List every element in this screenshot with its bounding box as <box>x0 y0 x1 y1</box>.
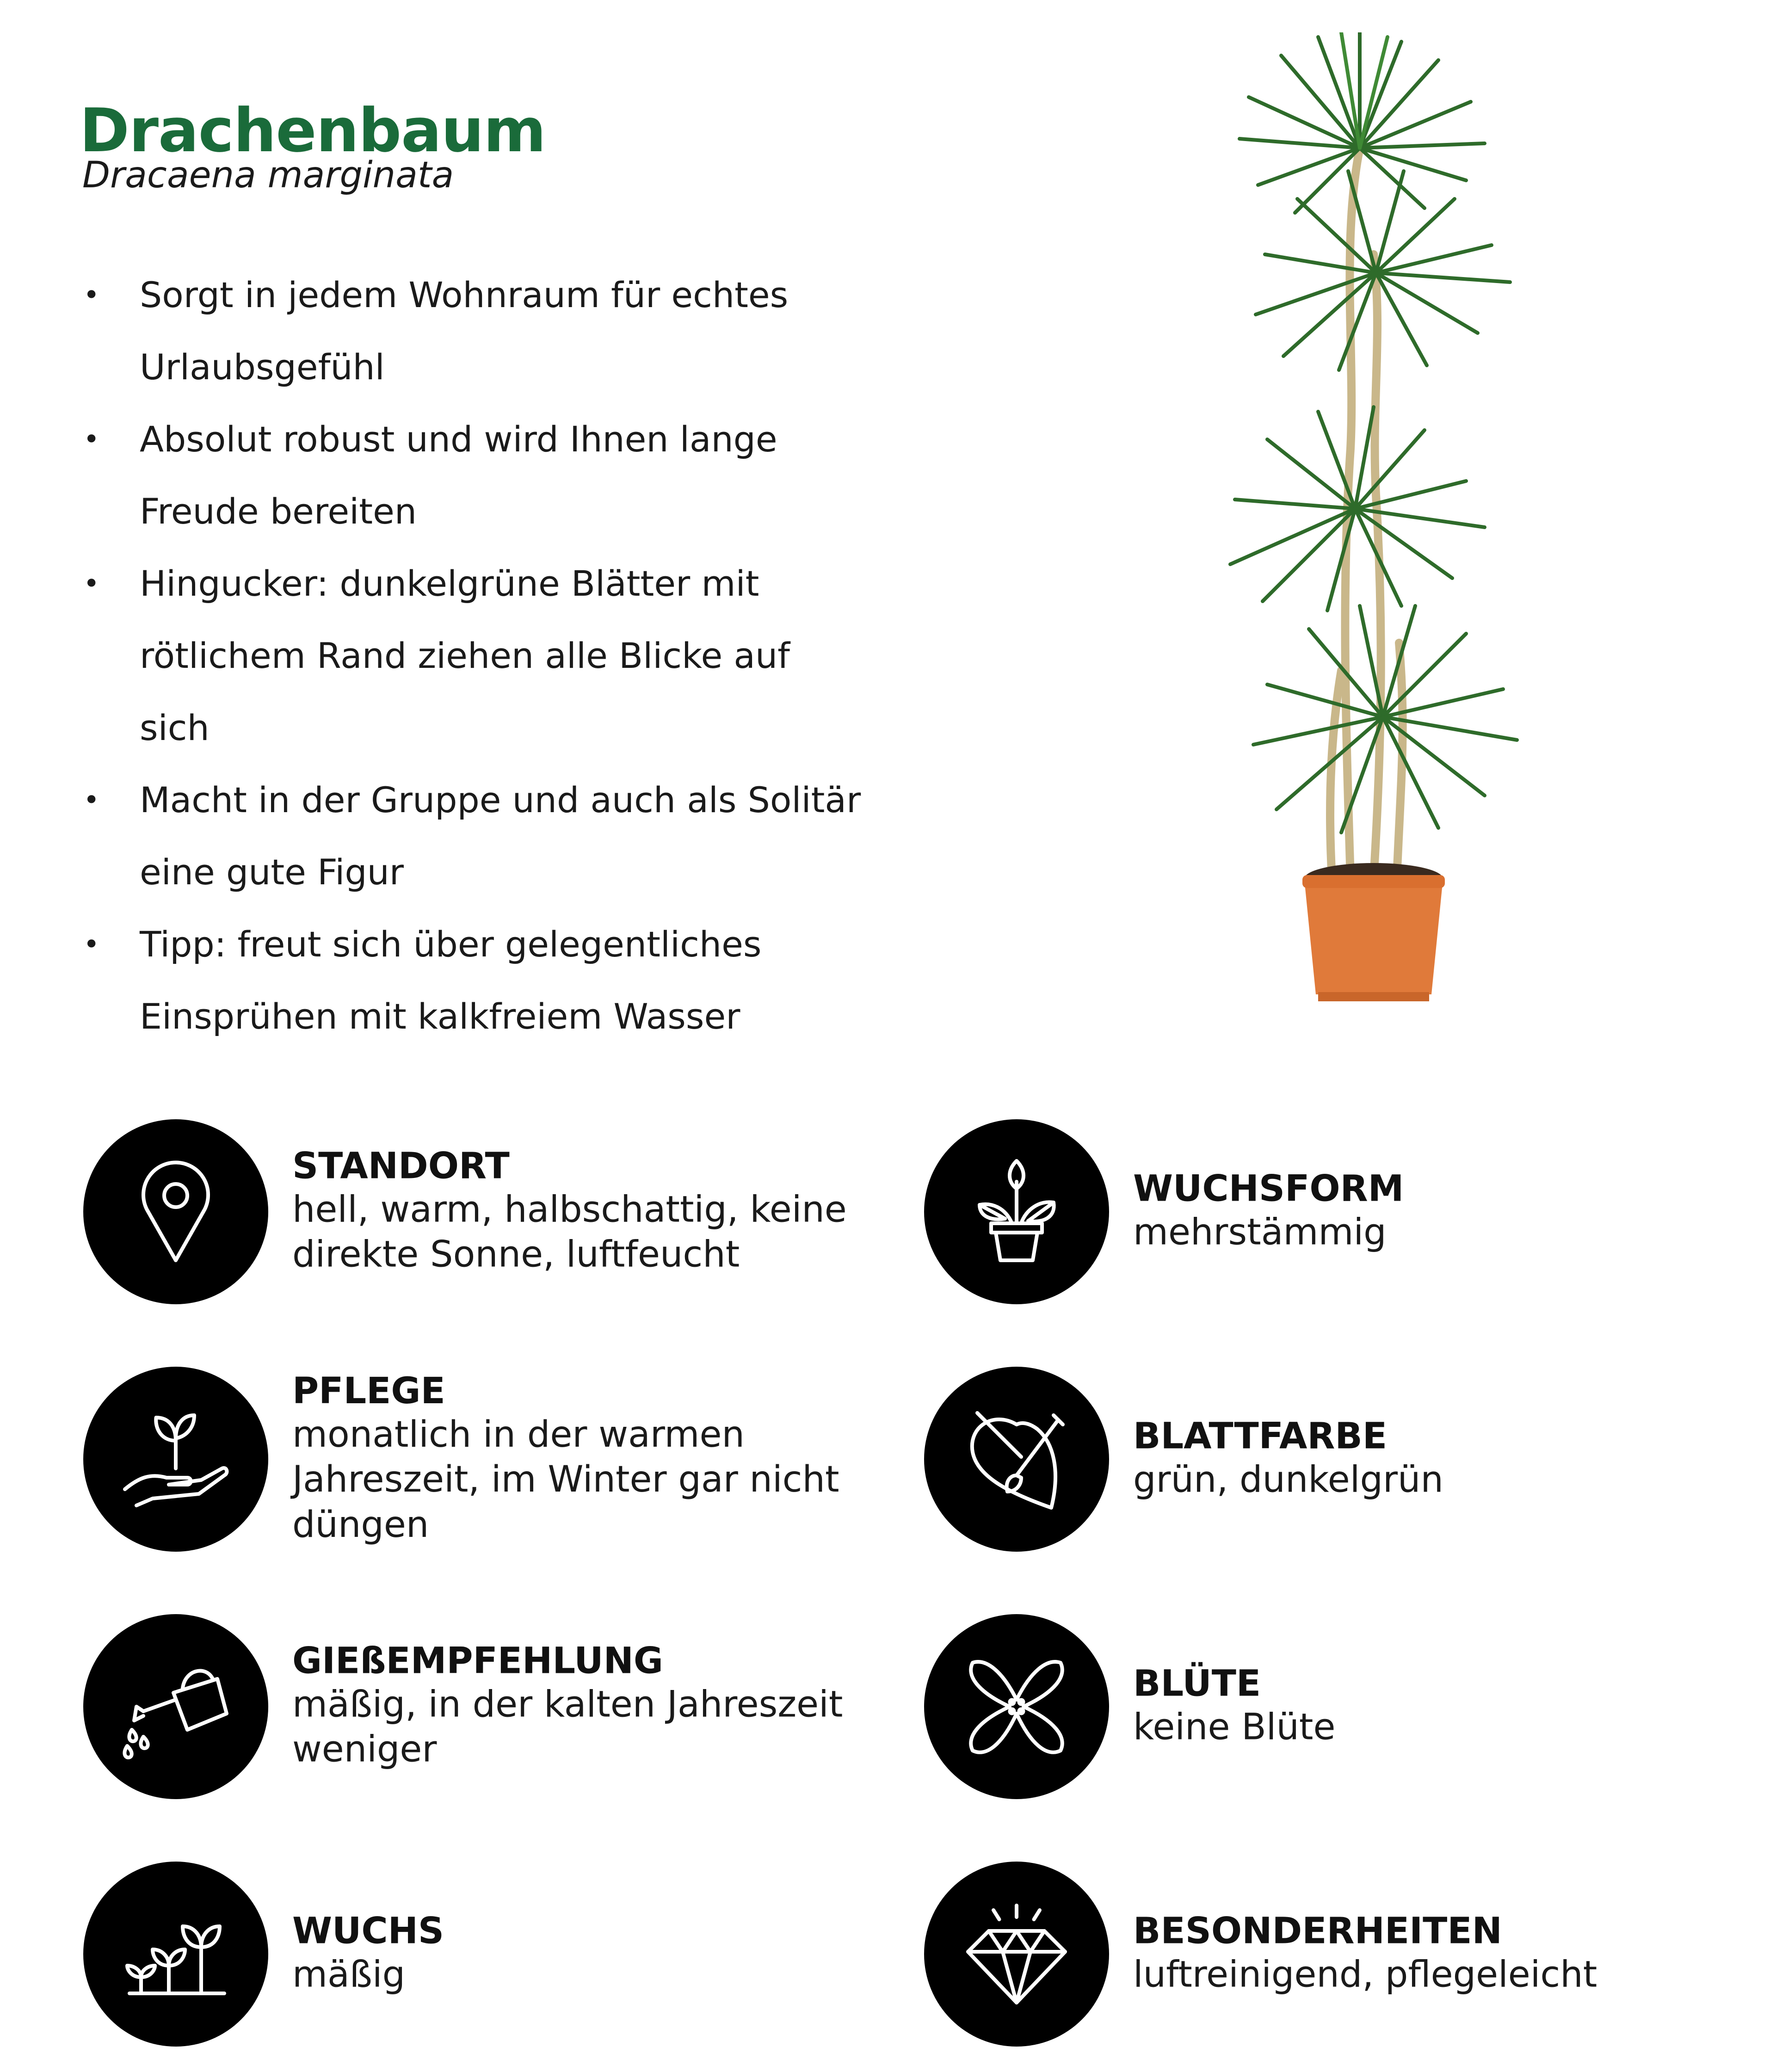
growth-sprouts-icon <box>118 1896 234 2012</box>
potted-plant-icon <box>959 1154 1074 1270</box>
watering-can-icon <box>118 1649 234 1764</box>
bullet-item: • Absolut robust und wird Ihnen lange Freude bereiten <box>83 403 870 548</box>
bullet-item: • Tipp: freut sich über gelegentliches Einsprühen mit kalkfreiem Wasser <box>83 908 870 1053</box>
plant-pot <box>1302 863 1445 1001</box>
besonderheiten-title: BESONDERHEITEN <box>1133 1910 1502 1952</box>
wuchs-title: WUCHS <box>292 1910 444 1952</box>
flower-icon <box>959 1649 1074 1764</box>
bluete-text: keine Blüte <box>1133 1706 1336 1748</box>
standort-text: hell, warm, halbschattig, keine direkte Sonne, luftfeucht <box>292 1189 847 1276</box>
giessen-text: mäßig, in der kalten Jahreszeit weniger <box>292 1684 843 1770</box>
besonderheiten-text: luftreinigend, pflegeleicht <box>1133 1954 1597 1996</box>
bluete-title: BLÜTE <box>1133 1663 1261 1705</box>
diamond-icon <box>959 1896 1074 2012</box>
giessen-title: GIEßEMPFEHLUNG <box>292 1640 663 1682</box>
bluete-icon-circle <box>924 1614 1109 1799</box>
feature-bullet-list <box>83 259 870 1053</box>
blattfarbe-text: grün, dunkelgrün <box>1133 1459 1443 1501</box>
wuchs-icon-circle <box>83 1862 268 2047</box>
blattfarbe-title: BLATTFARBE <box>1133 1415 1388 1457</box>
pflege-title: PFLEGE <box>292 1370 445 1412</box>
giessen-icon-circle <box>83 1614 268 1799</box>
bullet-item: • Sorgt in jedem Wohnraum für echtes Urlaubsgefühl <box>83 259 870 403</box>
botanical-name: Dracaena marginata <box>82 154 454 196</box>
page-title: Drachenbaum <box>80 95 546 166</box>
besonderheiten-icon-circle <box>924 1862 1109 2047</box>
standort-title: STANDORT <box>292 1145 510 1187</box>
pflege-text: monatlich in der warmen Jahreszeit, im Winter gar nicht düngen <box>292 1413 839 1546</box>
location-pin-icon <box>118 1154 234 1270</box>
hand-seedling-icon <box>118 1401 234 1517</box>
plant-image <box>1166 32 1605 1027</box>
pflege-icon-circle <box>83 1367 268 1552</box>
wuchs-text: mäßig <box>292 1954 406 1996</box>
wuchsform-text: mehrstämmig <box>1133 1211 1387 1253</box>
bullet-item: • Hingucker: dunkelgrüne Blätter mit rötlichem Rand ziehen alle Blicke auf sich <box>83 548 870 764</box>
blattfarbe-icon-circle <box>924 1367 1109 1552</box>
standort-icon-circle <box>83 1119 268 1304</box>
wuchsform-icon-circle <box>924 1119 1109 1304</box>
wuchsform-title: WUCHSFORM <box>1133 1168 1404 1210</box>
bullet-item: • Macht in der Gruppe und auch als Solitär eine gute Figur <box>83 764 870 908</box>
leaf-brush-icon <box>959 1401 1074 1517</box>
